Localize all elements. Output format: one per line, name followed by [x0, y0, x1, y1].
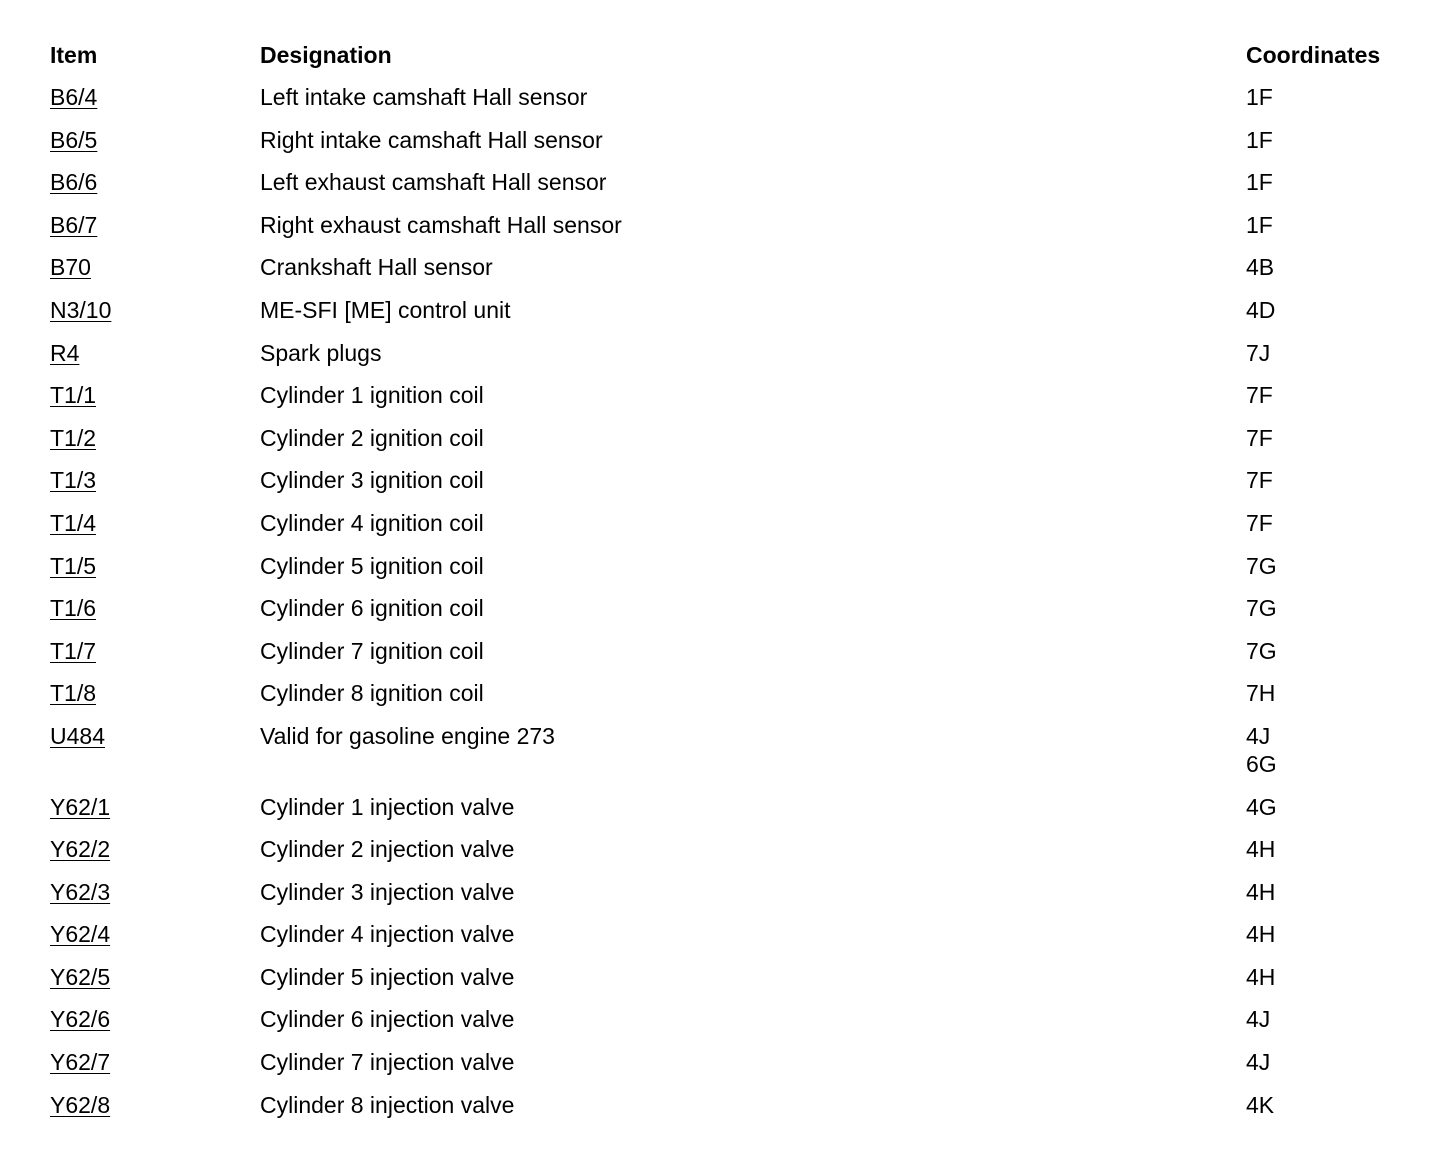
item-cell	[50, 508, 250, 538]
item-cell	[50, 636, 250, 666]
item-cell	[50, 834, 250, 864]
designation-cell: Cylinder 3 ignition coil	[260, 467, 484, 494]
item-cell	[50, 721, 250, 751]
coordinate-value: 7G	[1246, 595, 1277, 622]
item-cell	[50, 252, 250, 282]
designation-cell: Crankshaft Hall sensor	[260, 254, 493, 281]
item-cell	[50, 380, 250, 410]
table-body	[50, 82, 1410, 1132]
item-cell	[50, 919, 250, 949]
table-row	[50, 1004, 1410, 1047]
designation-cell: Valid for gasoline engine 273	[260, 722, 555, 749]
item-cell	[50, 593, 250, 623]
coordinates-cell	[1246, 380, 1406, 408]
item-cell	[50, 1090, 250, 1120]
coordinates-cell	[1246, 1004, 1406, 1032]
item-link[interactable]: Y62/7	[50, 1049, 111, 1076]
designation-cell: Cylinder 7 ignition coil	[260, 637, 484, 664]
coordinate-value: 4D	[1246, 296, 1276, 323]
coordinate-value: 7H	[1246, 680, 1276, 707]
table-row	[50, 82, 1410, 125]
coordinates-cell	[1246, 252, 1406, 280]
designation-cell: Cylinder 6 ignition coil	[260, 595, 484, 622]
table-row	[50, 919, 1410, 962]
item-link[interactable]: B6/5	[50, 126, 98, 153]
item-link[interactable]: T1/4	[50, 509, 97, 536]
item-link[interactable]: Y62/8	[50, 1091, 111, 1118]
item-link[interactable]: B6/4	[50, 84, 98, 110]
designation-cell: Cylinder 5 injection valve	[260, 963, 515, 990]
item-cell	[50, 678, 250, 708]
item-link[interactable]: T1/8	[50, 680, 97, 707]
item-link[interactable]: Y62/5	[50, 963, 111, 990]
coordinate-value: 1F	[1246, 126, 1273, 153]
coordinate-value: 1F	[1246, 169, 1273, 196]
item-link[interactable]: Y62/2	[50, 836, 111, 863]
coordinates-cell	[1246, 636, 1406, 664]
table-row	[50, 834, 1410, 877]
item-cell	[50, 295, 250, 325]
designation-cell: Cylinder 2 ignition coil	[260, 424, 484, 451]
coordinates-cell	[1246, 919, 1406, 947]
coordinate-value: 4H	[1246, 963, 1276, 990]
item-link[interactable]: N3/10	[50, 296, 112, 323]
item-link[interactable]: T1/5	[50, 552, 97, 579]
item-link[interactable]: B70	[50, 254, 91, 281]
table-row	[50, 1090, 1410, 1133]
item-link[interactable]: T1/6	[50, 595, 97, 622]
coordinate-value: 4H	[1246, 921, 1276, 948]
item-cell	[50, 82, 250, 112]
table-row	[50, 792, 1410, 835]
table-row	[50, 678, 1410, 721]
table-row	[50, 721, 1410, 792]
coordinates-cell	[1246, 210, 1406, 238]
coordinate-value: 6G	[1246, 750, 1277, 777]
item-cell	[50, 1004, 250, 1034]
table-row	[50, 877, 1410, 920]
coordinate-value: 7F	[1246, 467, 1273, 494]
item-link[interactable]: U484	[50, 722, 105, 749]
designation-cell: Cylinder 4 injection valve	[260, 921, 515, 948]
table-row	[50, 380, 1410, 423]
table-row	[50, 593, 1410, 636]
item-cell	[50, 551, 250, 581]
coordinate-value: 4J	[1246, 1006, 1271, 1033]
item-cell	[50, 465, 250, 495]
table-row	[50, 252, 1410, 295]
designation-cell: Cylinder 6 injection valve	[260, 1006, 515, 1033]
designation-cell: Cylinder 1 injection valve	[260, 793, 515, 820]
coordinate-value: 7F	[1246, 424, 1273, 451]
coordinates-cell	[1246, 1090, 1406, 1118]
designation-cell: Spark plugs	[260, 339, 382, 366]
coordinate-value: 4K	[1246, 1091, 1275, 1118]
table-row	[50, 423, 1410, 466]
component-legend-table	[50, 40, 1410, 1132]
table-row	[50, 295, 1410, 338]
item-link[interactable]: Y62/4	[50, 921, 111, 948]
header-coordinates: Coordinates	[1246, 42, 1381, 68]
item-link[interactable]: T1/7	[50, 637, 97, 664]
coordinate-value: 1F	[1246, 211, 1273, 238]
designation-cell: Cylinder 8 ignition coil	[260, 680, 484, 707]
designation-cell: Right intake camshaft Hall sensor	[260, 126, 603, 153]
item-link[interactable]: Y62/6	[50, 1006, 111, 1033]
table-row	[50, 210, 1410, 253]
item-link[interactable]: Y62/1	[50, 793, 111, 820]
coordinates-cell	[1246, 678, 1406, 706]
designation-cell: Cylinder 2 injection valve	[260, 836, 515, 863]
designation-cell: Left exhaust camshaft Hall sensor	[260, 169, 607, 196]
coordinate-value: 4B	[1246, 254, 1275, 281]
item-link[interactable]: T1/2	[50, 424, 97, 451]
header-item: Item	[50, 42, 98, 68]
coordinates-cell	[1246, 551, 1406, 579]
coordinate-value: 4J	[1246, 1049, 1271, 1076]
coordinates-cell	[1246, 508, 1406, 536]
designation-cell: Cylinder 5 ignition coil	[260, 552, 484, 579]
coordinate-value: 4H	[1246, 836, 1276, 863]
designation-cell: Left intake camshaft Hall sensor	[260, 84, 588, 110]
item-link[interactable]: Y62/3	[50, 878, 111, 905]
coordinates-cell	[1246, 721, 1406, 777]
designation-cell: ME-SFI [ME] control unit	[260, 296, 511, 323]
item-cell	[50, 125, 250, 155]
coordinate-value: 7F	[1246, 509, 1273, 536]
designation-cell: Cylinder 8 injection valve	[260, 1091, 515, 1118]
coordinates-cell	[1246, 82, 1406, 110]
item-link[interactable]: R4	[50, 339, 80, 366]
item-cell	[50, 338, 250, 368]
coordinates-cell	[1246, 877, 1406, 905]
item-link[interactable]: T1/1	[50, 382, 97, 409]
table-row	[50, 167, 1410, 210]
designation-cell: Right exhaust camshaft Hall sensor	[260, 211, 622, 238]
item-cell	[50, 962, 250, 992]
coordinates-cell	[1246, 125, 1406, 153]
designation-cell: Cylinder 3 injection valve	[260, 878, 515, 905]
designation-cell: Cylinder 1 ignition coil	[260, 382, 484, 409]
item-cell	[50, 1047, 250, 1077]
coordinate-value: 1F	[1246, 84, 1273, 110]
coordinates-cell	[1246, 962, 1406, 990]
coordinate-value: 4H	[1246, 878, 1276, 905]
table-row	[50, 551, 1410, 594]
coordinate-value: 7G	[1246, 552, 1277, 579]
coordinate-value: 4J	[1246, 722, 1271, 749]
designation-cell: Cylinder 7 injection valve	[260, 1049, 515, 1076]
table-header	[50, 40, 1410, 82]
coordinates-cell	[1246, 167, 1406, 195]
item-cell	[50, 423, 250, 453]
coordinates-cell	[1246, 465, 1406, 493]
coordinates-cell	[1246, 1047, 1406, 1075]
table-row	[50, 125, 1410, 168]
item-cell	[50, 167, 250, 197]
coordinates-cell	[1246, 423, 1406, 451]
table-row	[50, 465, 1410, 508]
table-row	[50, 636, 1410, 679]
item-link[interactable]: T1/3	[50, 467, 97, 494]
table-row	[50, 338, 1410, 381]
coordinates-cell	[1246, 834, 1406, 862]
item-link[interactable]: B6/7	[50, 211, 98, 238]
item-cell	[50, 792, 250, 822]
table-row	[50, 962, 1410, 1005]
coordinate-value: 7J	[1246, 339, 1271, 366]
designation-cell: Cylinder 4 ignition coil	[260, 509, 484, 536]
coordinate-value: 7F	[1246, 382, 1273, 409]
item-link[interactable]: B6/6	[50, 169, 98, 196]
item-cell	[50, 877, 250, 907]
table-row	[50, 1047, 1410, 1090]
coordinates-cell	[1246, 792, 1406, 820]
coordinates-cell	[1246, 338, 1406, 366]
coordinates-cell	[1246, 295, 1406, 323]
coordinate-value: 4G	[1246, 793, 1277, 820]
coordinate-value: 7G	[1246, 637, 1277, 664]
coordinates-cell	[1246, 593, 1406, 621]
table-row	[50, 508, 1410, 551]
header-designation: Designation	[260, 42, 392, 68]
item-cell	[50, 210, 250, 240]
